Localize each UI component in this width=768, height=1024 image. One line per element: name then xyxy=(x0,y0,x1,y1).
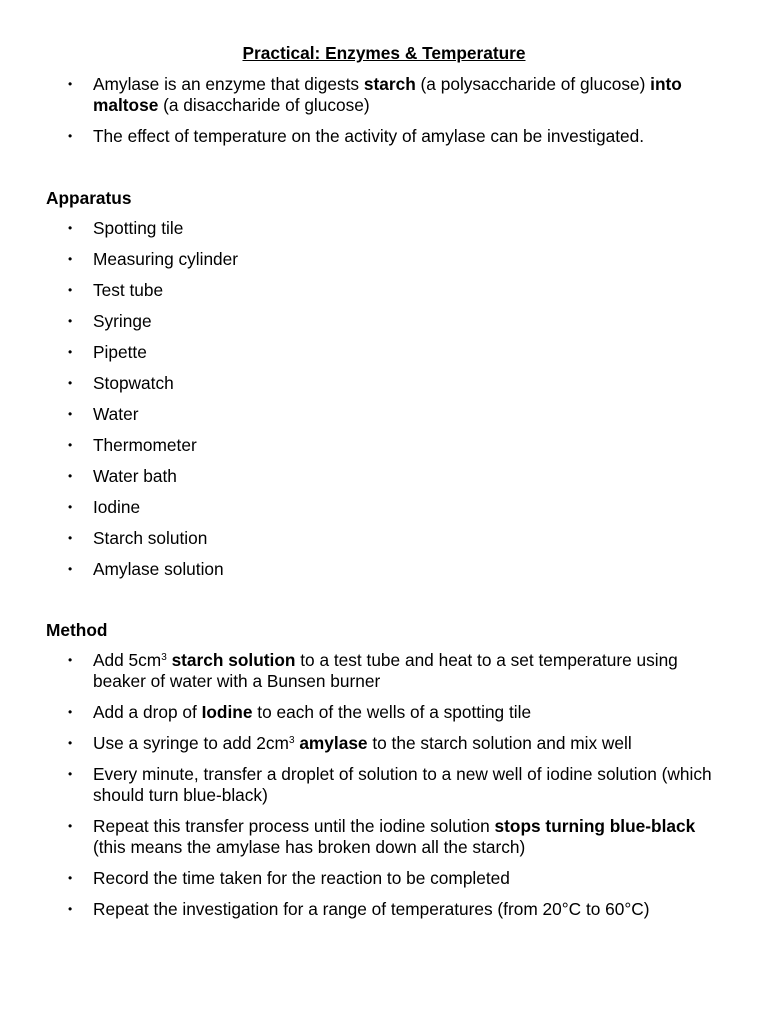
apparatus-item: • Iodine xyxy=(0,497,768,518)
method-step: • Record the time taken for the reaction to be completed xyxy=(0,868,768,889)
intro-item: • Amylase is an enzyme that digests starch (a polysaccharide of glucose) into maltose (a disaccharide of glucose) xyxy=(0,74,768,116)
method-step: • Add a drop of Iodine to each of the wells of a spotting tile xyxy=(0,702,768,723)
apparatus-list xyxy=(0,218,768,590)
method-step: • Repeat the investigation for a range of temperatures (from 20°C to 60°C) xyxy=(0,899,768,920)
apparatus-item: • Spotting tile xyxy=(0,218,768,239)
apparatus-item: • Starch solution xyxy=(0,528,768,549)
method-step: • Use a syringe to add $2cm^3$ amylase to the starch solution and mix well xyxy=(0,733,768,754)
apparatus-item: • Syringe xyxy=(0,311,768,332)
method-step: • Every minute, transfer a droplet of solution to a new well of iodine solution (which should turn blue-black) xyxy=(0,764,768,806)
apparatus-heading: Apparatus xyxy=(46,188,132,208)
apparatus-item: • Measuring cylinder xyxy=(0,249,768,270)
apparatus-item: • Thermometer xyxy=(0,435,768,456)
apparatus-item: • Amylase solution xyxy=(0,559,768,580)
intro-item: • The effect of temperature on the activity of amylase can be investigated. xyxy=(0,126,768,147)
apparatus-item: • Pipette xyxy=(0,342,768,363)
apparatus-item: • Test tube xyxy=(0,280,768,301)
method-step: • Add $5cm^3$ starch solution to a test tube and heat to a set temperature using beaker of water with a Bunsen burner xyxy=(0,650,768,692)
apparatus-item: • Water bath xyxy=(0,466,768,487)
intro-list xyxy=(0,74,768,157)
page-title: Practical: Enzymes & Temperature xyxy=(242,43,526,63)
method-heading: Method xyxy=(46,620,108,640)
method-step: • Repeat this transfer process until the iodine solution stops turning blue-black (this means the amylase has broken down all the starch) xyxy=(0,816,768,858)
method-list xyxy=(0,650,768,930)
apparatus-item: • Stopwatch xyxy=(0,373,768,394)
apparatus-item: • Water xyxy=(0,404,768,425)
